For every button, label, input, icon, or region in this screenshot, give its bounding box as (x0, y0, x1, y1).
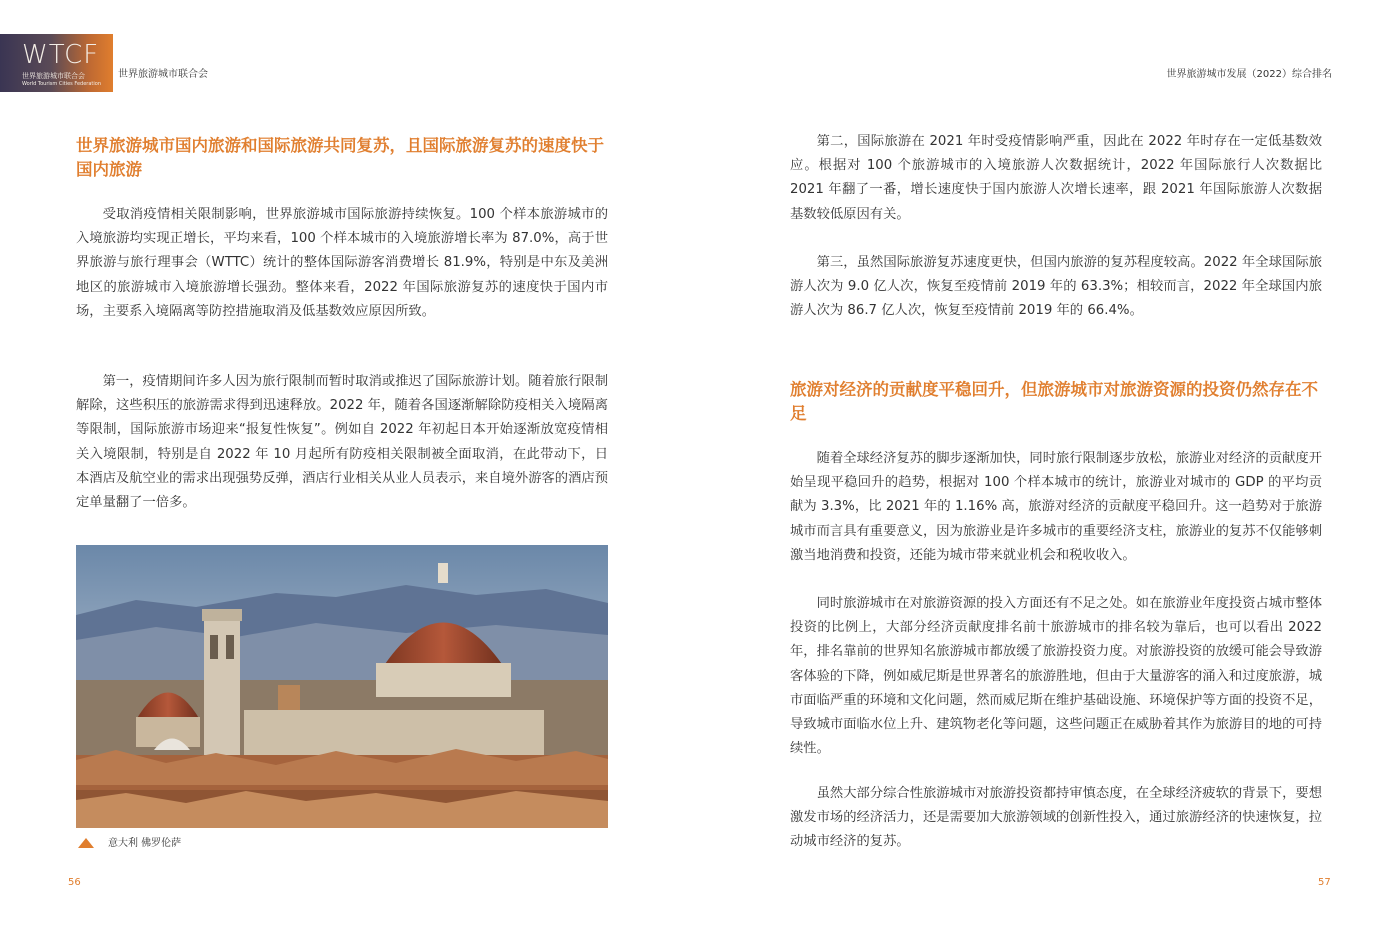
right-section-title: 旅游对经济的贡献度平稳回升，但旅游城市对旅游资源的投资仍然存在不足 (790, 380, 1318, 423)
header-left: 世界旅游城市联合会 (118, 69, 208, 80)
caption-triangle-icon (78, 838, 94, 848)
right-paragraph-1: 第二，国际旅游在 2021 年时受疫情影响严重，因此在 2022 年时存在一定低基数效应。根据对 100 个旅游城市的入境旅游人次数据统计，2022 年国际旅行人次数据比 2021 年翻了一番，增长速度快于国内旅游人次增长速率，跟 2021 年国际旅游人次数据基数较低原因有关。 (790, 134, 1322, 222)
left-paragraph-1: 受取消疫情相关限制影响，世界旅游城市国际旅游持续恢复。100 个样本旅游城市的入境旅游均实现正增长，平均来看，100 个样本城市的入境旅游增长率为 87.0%，高于世界旅游与旅行理事会（WTTC）统计的整体国际游客消费增长 81.9%，特别是中东及美洲地区的旅游城市入境旅游增长强劲。整体来看，2022 年国际旅游复苏的速度快于国内市场，主要系入境隔离等防控措施取消及低基数效应原因所致。 (76, 207, 608, 319)
left-paragraph-2: 第一，疫情期间许多人因为旅行限制而暂时取消或推迟了国际旅游计划。随着旅行限制解除，这些积压的旅游需求得到迅速释放。2022 年，随着各国逐渐解除防疫相关入境隔离等限制，国际旅游市场迎来“报复性恢复”。例如自 2022 年初起日本开始逐渐放宽疫情相关入境限制，特别是自 2022 年 10 月起所有防疫相关限制被全面取消，在此带动下，日本酒店及航空业的需求出现强势反弹，酒店行业相关从业人员表示，来自境外游客的酒店预定单量翻了一倍多。 (76, 374, 608, 511)
florence-photo (76, 545, 608, 828)
left-section-title: 世界旅游城市国内旅游和国际旅游共同复苏，且国际旅游复苏的速度快于国内旅游 (76, 136, 604, 179)
page-number-right: 57 (1318, 877, 1331, 888)
logo-wordmark: WTCF (22, 40, 100, 70)
wtcf-logo (0, 34, 113, 92)
right-paragraph-3: 随着全球经济复苏的脚步逐渐加快，同时旅行限制逐步放松，旅游业对经济的贡献度开始呈现平稳回升的趋势，根据对 100 个样本城市的统计，旅游业对城市的 GDP 的平均贡献为 3.3%，比 2021 年的 1.16% 高，旅游对经济的贡献度平稳回升。这一趋势对于旅游城市而言具有重要意义，因为旅游业是许多城市的重要经济支柱，旅游业的复苏不仅能够刺激当地消费和投资，还能为城市带来就业机会和税收收入。 (790, 451, 1322, 563)
right-paragraph-2: 第三，虽然国际旅游复苏速度更快，但国内旅游的复苏程度较高。2022 年全球国际旅游人次为 9.0 亿人次，恢复至疫情前 2019 年的 63.3%；相较而言，2022 年全球国内旅游人次为 86.7 亿人次，恢复至疫情前 2019 年的 66.4%。 (790, 255, 1322, 319)
page-number-left: 56 (68, 877, 81, 888)
photo-caption: 意大利 佛罗伦萨 (78, 837, 181, 851)
logo-english-name: World Tourism Cities Federation (22, 81, 101, 87)
header-right: 世界旅游城市发展（2022）综合排名 (1166, 69, 1332, 80)
right-paragraph-5: 虽然大部分综合性旅游城市对旅游投资都持审慎态度，在全球经济疲软的背景下，要想激发市场的经济活力，还是需要加大旅游领域的创新性投入，通过旅游经济的快速恢复，拉动城市经济的复苏。 (790, 786, 1322, 850)
right-paragraph-4: 同时旅游城市在对旅游资源的投入方面还有不足之处。如在旅游业年度投资占城市整体投资的比例上，大部分经济贡献度排名前十旅游城市的排名较为靠后，也可以看出 2022 年，排名靠前的世界知名旅游城市都放缓了旅游投资力度。对旅游投资的放缓可能会导致游客体验的下降，例如威尼斯是世界著名的旅游胜地，但由于大量游客的涌入和过度旅游，城市面临严重的环境和文化问题，然而威尼斯在维护基础设施、环境保护等方面的投资不足，导致城市面临水位上升、建筑物老化等问题，这些问题正在威胁着其作为旅游目的地的可持续性。 (790, 596, 1322, 757)
logo-chinese-name: 世界旅游城市联合会 (22, 72, 85, 80)
